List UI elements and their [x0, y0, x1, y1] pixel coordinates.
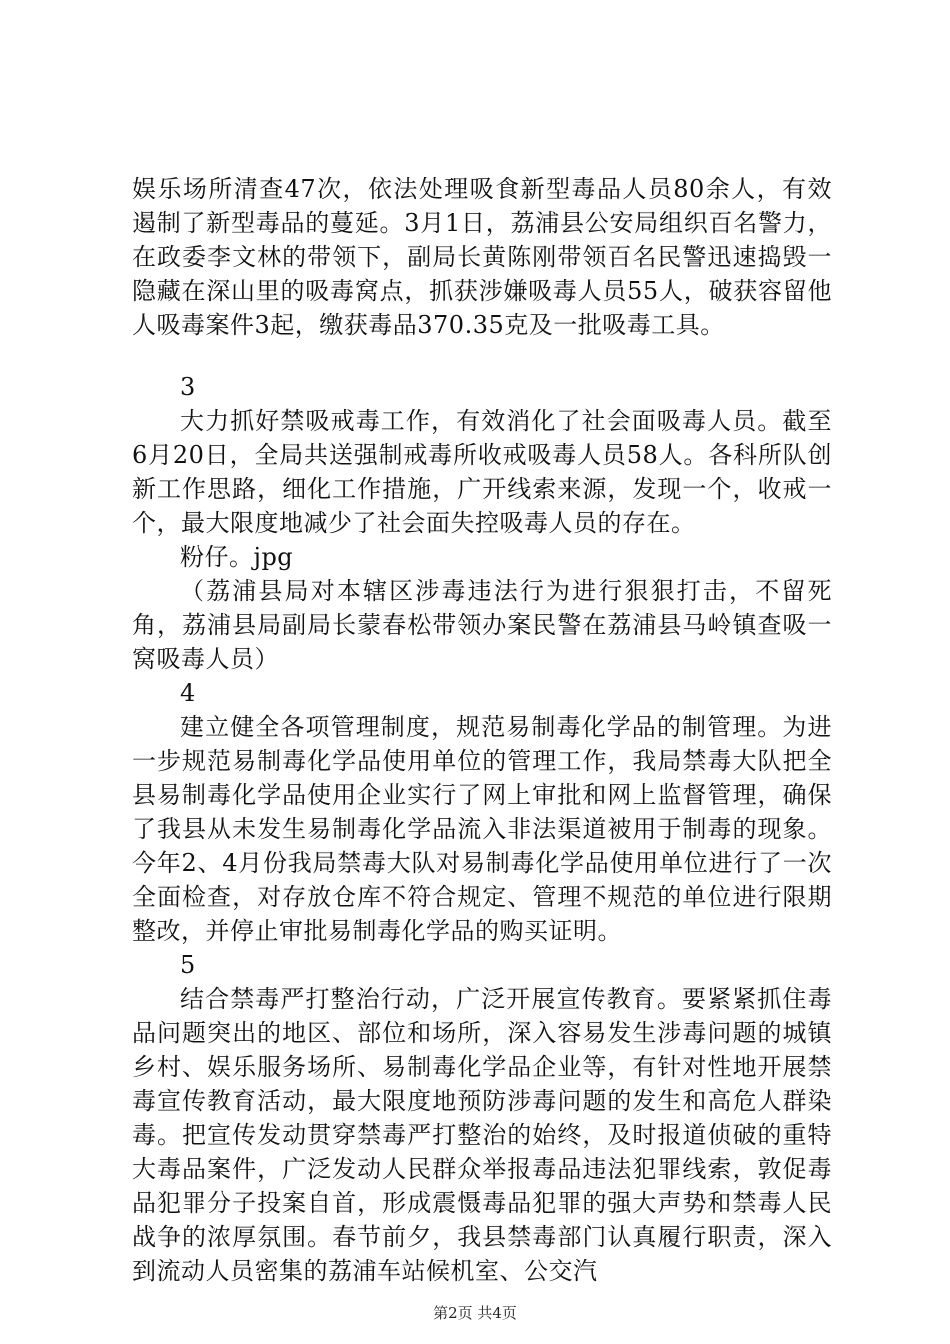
paragraph-gap — [132, 342, 832, 370]
paragraph-intro: 娱乐场所清查47次，依法处理吸食新型毒品人员80余人，有效遏制了新型毒品的蔓延。3月1日，荔浦县公安局组织百名警力，在政委李文林的带领下，副局长黄陈刚带领百名民警迅速捣毁一隐藏在深山里的吸毒窝点，抓获涉嫌吸毒人员55人，破获容留他人吸毒案件3起，缴获毒品370.35克及一批吸毒工具。 — [132, 175, 832, 339]
paragraph-section-5: 结合禁毒严打整治行动，广泛开展宣传教育。要紧紧抓住毒品问题突出的地区、部位和场所，深入容易发生涉毒问题的城镇乡村、娱乐服务场所、易制毒化学品企业等，有针对性地开展禁毒宣传教育活动，最大限度地预防涉毒问题的发生和高危人群染毒。把宣传发动贯穿禁毒严打整治的始终，及时报道侦破的重特大毒品案件，广泛发动人民群众举报毒品违法犯罪线索，敦促毒品犯罪分子投案自首，形成震慑毒品犯罪的强大声势和禁毒人民战争的浓厚氛围。春节前夕，我县禁毒部门认真履行职责，深入到流动人员密集的荔浦车站候机室、公交汽 — [132, 985, 832, 1285]
section-number-4: 4 — [180, 679, 196, 707]
image-caption: （荔浦县局对本辖区涉毒违法行为进行狠狠打击，不留死角，荔浦县局副局长蒙春松带领办案民警在荔浦县马岭镇查吸一窝吸毒人员） — [132, 577, 832, 673]
image-filename: 粉仔。jpg — [180, 543, 294, 571]
paragraph-section-4: 建立健全各项管理制度，规范易制毒化学品的制管理。为进一步规范易制毒化学品使用单位的管理工作，我局禁毒大队把全县易制毒化学品使用企业实行了网上审批和网上监督管理，确保了我县从未发生易制毒化学品流入非法渠道被用于制毒的现象。今年2、4月份我局禁毒大队对易制毒化学品使用单位进行了一次全面检查，对存放仓库不符合规定、管理不规范的单位进行限期整改，并停止审批易制毒化学品的购买证明。 — [132, 713, 832, 945]
paragraph-section-3: 大力抓好禁吸戒毒工作，有效消化了社会面吸毒人员。截至6月20日，全局共送强制戒毒所收戒吸毒人员58人。各科所队创新工作思路，细化工作措施，广开线索来源，发现一个，收戒一个，最大限度地减少了社会面失控吸毒人员的存在。 — [132, 407, 832, 537]
section-number-3: 3 — [180, 373, 196, 401]
document-body — [132, 172, 832, 1288]
section-number-5: 5 — [180, 951, 196, 979]
page-footer: 第2页 共4页 — [433, 1304, 517, 1322]
